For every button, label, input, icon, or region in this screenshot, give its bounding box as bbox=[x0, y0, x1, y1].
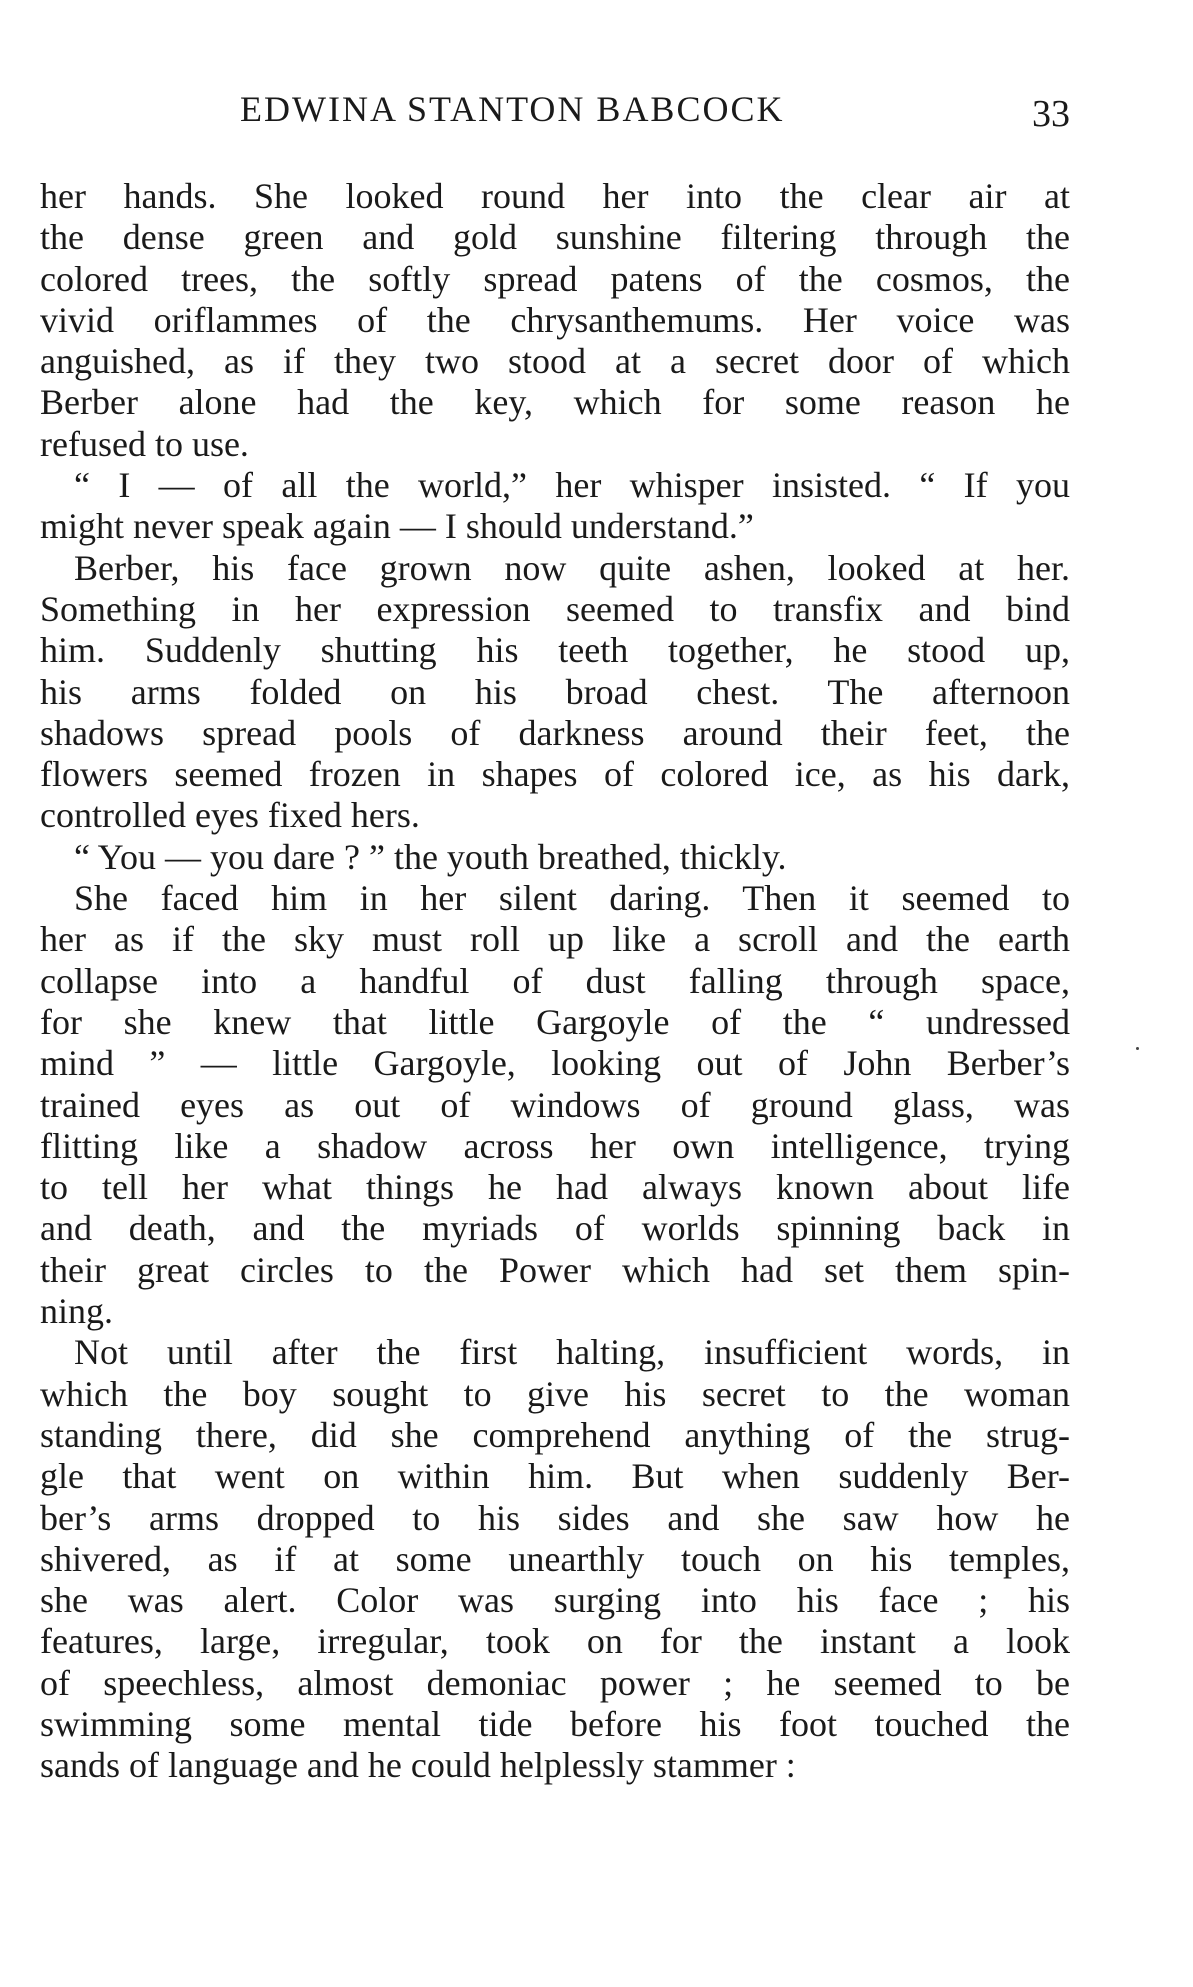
text-line: “ You — you dare ? ” the youth breathed, thickly. bbox=[74, 836, 787, 877]
text-line: mind ” — little Gargoyle, looking out of John Berber’s bbox=[40, 1043, 1070, 1084]
text-line: flowers seemed frozen in shapes of colored ice, as his dark, bbox=[40, 754, 1070, 795]
text-line: “ I — of all the world,” her whisper insisted. “ If you bbox=[74, 465, 1070, 506]
text-line: collapse into a handful of dust falling through space, bbox=[40, 960, 1070, 1001]
text-line: and death, and the myriads of worlds spinning back in bbox=[40, 1208, 1070, 1249]
text-line: might never speak again — I should understand.” bbox=[40, 506, 754, 547]
text-line: controlled eyes fixed hers. bbox=[40, 795, 420, 836]
text-line: vivid oriflammes of the chrysanthemums. Her voice was bbox=[40, 299, 1070, 340]
text-line: refused to use. bbox=[40, 423, 249, 464]
text-line: ber’s arms dropped to his sides and she saw how he bbox=[40, 1497, 1070, 1538]
text-line: shadows spread pools of darkness around their feet, the bbox=[40, 712, 1070, 753]
text-line: his arms folded on his broad chest. The afternoon bbox=[40, 671, 1070, 712]
text-line: ning. bbox=[40, 1291, 114, 1332]
text-line: flitting like a shadow across her own intelligence, trying bbox=[40, 1125, 1070, 1166]
text-line: she was alert. Color was surging into his face ; his bbox=[40, 1580, 1070, 1621]
text-line: him. Suddenly shutting his teeth together, he stood up, bbox=[40, 630, 1070, 671]
text-line: features, large, irregular, took on for the instant a look bbox=[40, 1621, 1070, 1662]
text-line: the dense green and gold sunshine filtering through the bbox=[40, 217, 1070, 258]
text-line: Something in her expression seemed to transfix and bind bbox=[40, 588, 1070, 629]
text-line: which the boy sought to give his secret to the woman bbox=[40, 1373, 1070, 1414]
text-line: to tell her what things he had always known about life bbox=[40, 1167, 1070, 1208]
page-number: 33 bbox=[1032, 93, 1070, 135]
running-title: EDWINA STANTON BABCOCK bbox=[240, 89, 785, 129]
text-line: swimming some mental tide before his foot touched the bbox=[40, 1703, 1070, 1744]
page-header bbox=[40, 88, 1070, 148]
text-line: for she knew that little Gargoyle of the “ undressed bbox=[40, 1001, 1070, 1042]
text-line: her hands. She looked round her into the clear air at bbox=[40, 176, 1070, 216]
text-line: of speechless, almost demoniac power ; he seemed to be bbox=[40, 1662, 1070, 1703]
text-line: Berber, his face grown now quite ashen, looked at her. bbox=[74, 547, 1070, 588]
ink-speck bbox=[1136, 1047, 1139, 1050]
text-line: standing there, did she comprehend anything of the strug- bbox=[40, 1414, 1070, 1455]
text-line: anguished, as if they two stood at a secret door of which bbox=[40, 341, 1070, 382]
text-line: Berber alone had the key, which for some reason he bbox=[40, 382, 1070, 423]
text-line: sands of language and he could helplessly stammer : bbox=[40, 1745, 796, 1786]
text-line: shivered, as if at some unearthly touch on his temples, bbox=[40, 1538, 1070, 1579]
text-line: trained eyes as out of windows of ground glass, was bbox=[40, 1084, 1070, 1125]
text-line: her as if the sky must roll up like a scroll and the earth bbox=[40, 919, 1070, 960]
text-line: gle that went on within him. But when suddenly Ber- bbox=[40, 1456, 1070, 1497]
text-line: She faced him in her silent daring. Then it seemed to bbox=[74, 878, 1070, 919]
text-line: colored trees, the softly spread patens of the cosmos, the bbox=[40, 258, 1070, 299]
text-line: their great circles to the Power which had set them spin- bbox=[40, 1249, 1070, 1290]
text-line: Not until after the first halting, insufficient words, in bbox=[74, 1332, 1070, 1373]
body-text bbox=[40, 176, 1070, 1787]
